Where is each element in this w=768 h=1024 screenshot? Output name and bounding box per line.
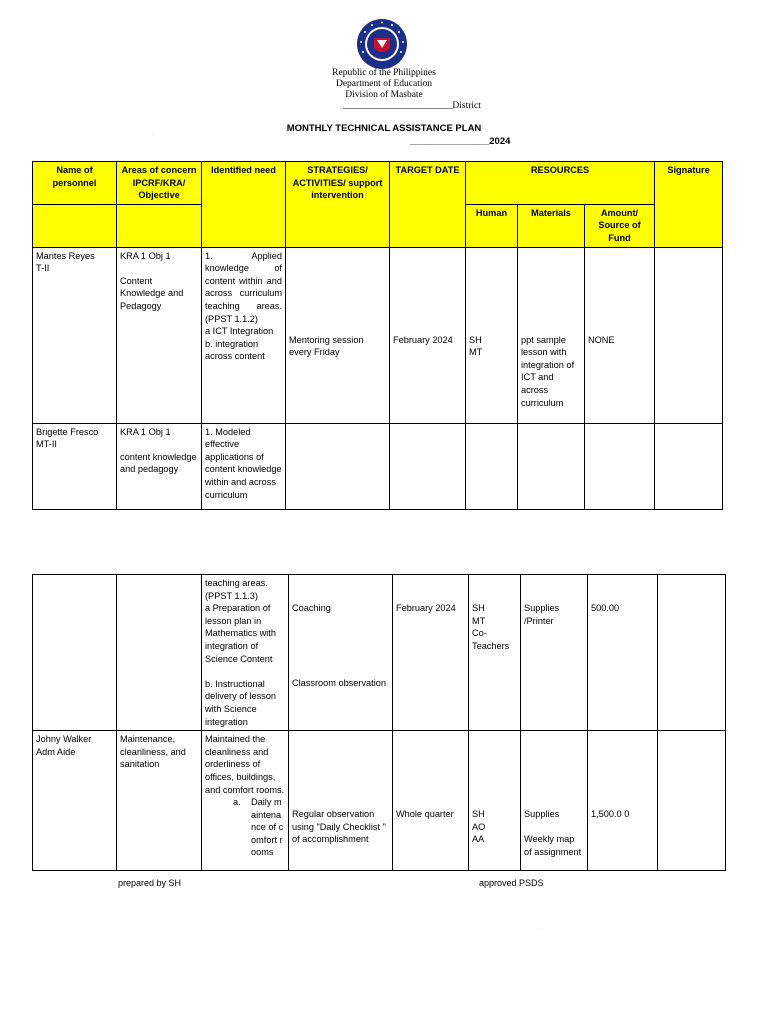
cell-name: Johny Walker Adm Aide — [33, 731, 117, 871]
header-line-republic: Republic of the Philippines — [332, 68, 436, 78]
header-areas-blank — [117, 204, 202, 247]
table-row — [33, 423, 723, 509]
cell-amount: 500.00 — [588, 575, 658, 731]
cell-materials: Supplies Weekly map of assignment — [521, 731, 588, 871]
cell-signature — [655, 247, 723, 423]
cell-strategy: Coaching Classroom observation — [289, 575, 393, 731]
cell-amount: 1,500.0 0 — [588, 731, 658, 871]
cell-need: 1. Modeled effective applications of content knowledge within and across curriculum — [202, 423, 286, 509]
cell-target-date: Whole quarter — [393, 731, 469, 871]
header-amount: Amount/ Source of Fund — [585, 204, 655, 247]
header-areas: Areas of concern IPCRF/KRA/ Objective — [117, 162, 202, 205]
header-target-date: TARGET DATE — [390, 162, 466, 248]
cell-area: KRA 1 Obj 1 Content Knowledge and Pedagogy — [117, 247, 202, 423]
cell-human: SH AO AA — [469, 731, 521, 871]
header-human: Human — [466, 204, 518, 247]
cell-need: 1. Applied knowledge of content within and across curriculum teaching areas. (PPST 1.1.2) a ICT Integration b. integration across content — [202, 247, 286, 423]
header-signature: Signature — [655, 162, 723, 248]
header-line-department: Department of Education — [335, 79, 433, 89]
cell-amount: NONE — [585, 247, 655, 423]
header-line-division: Division of Masbate — [345, 90, 423, 100]
cell-name: Brigette Fresco MT-II — [33, 423, 117, 509]
letterhead — [0, 68, 768, 112]
table-row — [33, 731, 726, 871]
header-strategies: STRATEGIES/ ACTIVITIES/ support intervention — [286, 162, 390, 248]
cell-need: teaching areas. (PPST 1.1.3) a Preparation of lesson plan in Mathematics with integration of Science Content b. Instructional delivery of lesson with Science integration — [202, 575, 289, 731]
cell-strategy: Regular observation using "Daily Checklist " of accomplishment — [289, 731, 393, 871]
cell-materials: ppt sample lesson with integration of ICT and across curriculum — [518, 247, 585, 423]
prepared-by: prepared by SH — [118, 878, 182, 888]
document-title: MONTHLY TECHNICAL ASSISTANCE PLAN — [286, 123, 482, 134]
header-line-district: _______________________District — [343, 101, 481, 111]
cell-target-date: February 2024 — [390, 247, 466, 423]
header-resources: RESOURCES — [466, 162, 655, 205]
header-materials: Materials — [518, 204, 585, 247]
cell-area: Maintenance, cleanliness, and sanitation — [117, 731, 202, 871]
approved-by: approved PSDS — [479, 878, 544, 888]
assistance-plan-table-1 — [32, 161, 723, 510]
cell-area: KRA 1 Obj 1 content knowledge and pedagogy — [117, 423, 202, 509]
cell-target-date: February 2024 — [393, 575, 469, 731]
cell-materials: Supplies /Printer — [521, 575, 588, 731]
assistance-plan-table-2 — [32, 574, 726, 871]
cell-name: Marites Reyes T-II — [33, 247, 117, 423]
cell-human: SH MT Co-Teachers — [469, 575, 521, 731]
header-need: Identified need — [202, 162, 286, 248]
deped-seal-logo — [356, 18, 408, 70]
cell-need: Maintained the cleanliness and orderliness of offices, buildings, and comfort rooms. a. Daily maintenance of comfort rooms — [202, 731, 289, 871]
table-row — [33, 575, 726, 731]
cell-human: SH MT — [466, 247, 518, 423]
table-row — [33, 247, 723, 423]
stray-mark: ˑ — [540, 928, 542, 934]
header-name-blank — [33, 204, 117, 247]
document-year-line: _______________2024 — [410, 136, 511, 147]
cell-strategy: Mentoring session every Friday — [286, 247, 390, 423]
stray-mark: ˑ — [152, 134, 154, 140]
header-name: Name of personnel — [33, 162, 117, 205]
